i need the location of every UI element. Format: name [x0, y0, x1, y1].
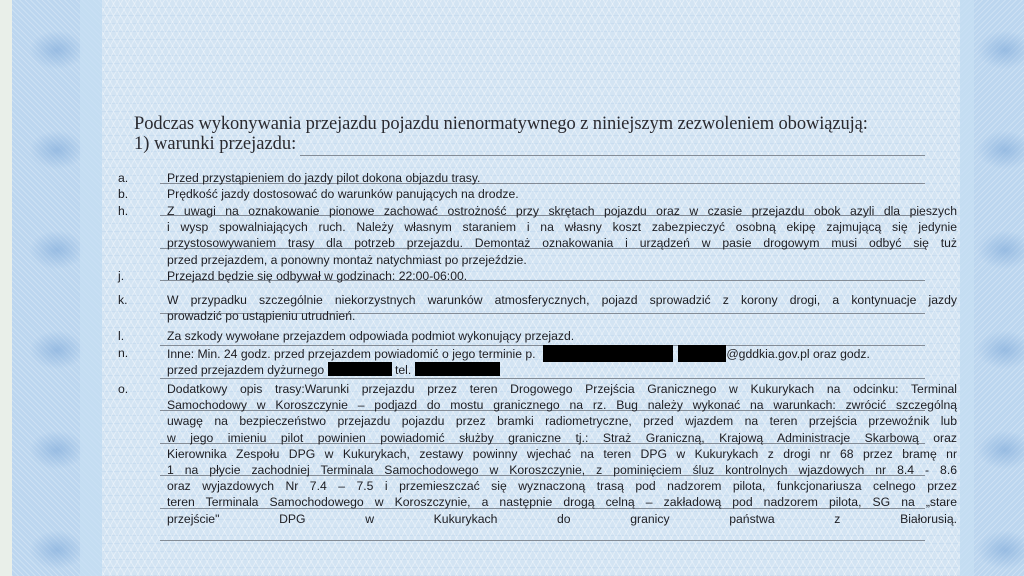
rule-line [300, 155, 925, 156]
section-heading: 1) warunki przejazdu: [134, 134, 297, 154]
text-line: uwagę na bezpieczeństwo przejazdu pojazdu przez bramki radiometryczne, przed wjazdem na teren przejścia przewoźnik lub [167, 414, 957, 429]
document-heading: Podczas wykonywania przejazdu pojazdu nienormatywnego z niniejszym zezwoleniem obowiązują: [134, 114, 868, 134]
rule-line [160, 540, 925, 541]
item-text [167, 345, 957, 378]
item-text [167, 328, 957, 344]
item-label: b. [118, 187, 129, 201]
text-line: Samochodowy w Koroszczynie – podjazd do mostu granicznego na rz. Bug należy wykonać na warunkach: zwrócić szczególną [167, 398, 957, 413]
text-line: Przed przystąpieniem do jazdy pilot dokona objazdu trasy. [167, 171, 481, 185]
text-line: W przypadku szczególnie niekorzystnych warunków atmosferycznych, pojazd sprowadzić z korony drogi, a kontynuacje jazdy [167, 293, 957, 307]
item-label: k. [118, 293, 128, 307]
item-text [167, 170, 957, 186]
item-text [167, 268, 957, 284]
text-line: oraz wyjazdowych Nr 7.4 – 7.5 i przemieszczać się wyznaczoną trasą pod nadzorem pilota, funkcjonariusza celnego przez [167, 479, 957, 494]
item-label: h. [118, 204, 129, 218]
text-line: i wysp spowalniających ruch. Należy własnym staraniem i na własny koszt zabezpieczyć osobną ekipę zajmującą się jedynie [167, 220, 957, 235]
text-line [167, 362, 957, 378]
text-line: przejście" DPG w Kukurykach do granicy państwa z Białorusią. [167, 511, 957, 526]
text-line: w jego imieniu pilot powinien powiadomić służby graniczne tj.: Straż Graniczną, Krajową Administracje Skarbową oraz [167, 430, 957, 445]
text-line: przystosowywaniem trasy dla potrzeb przejazdu. Demontaż oznakowania i urządzeń w pasie drogowym musi odbyć się tuż [167, 236, 957, 251]
border-strip-left [80, 0, 102, 576]
redacted-duty-officer [328, 362, 392, 376]
item-label: o. [118, 382, 129, 396]
text-line: Za szkody wywołane przejazdem odpowiada podmiot wykonujący przejazd. [167, 329, 575, 343]
redacted-name [543, 345, 673, 362]
scan-edge [0, 0, 12, 576]
phone-label: tel. [394, 363, 412, 378]
item-text [167, 186, 957, 202]
text-line: Kierownika Zespołu DPG w Kukurykach, zestawy powinny wjechać na teren DPG w Kukurykach z drogi nr 68 przez bramę nr [167, 446, 957, 461]
item-label: j. [118, 269, 125, 283]
item-text [167, 203, 957, 268]
text-line [167, 345, 957, 362]
text-line: 1 na płycie zachodniej Terminala Samochodowego w Koroszczynie, z pominięciem śluz kontrolnych wjazdowych nr 8.4 - 8.6 [167, 463, 957, 478]
text-line: prowadzić po ustąpieniu utrudnień. [167, 309, 356, 324]
redacted-phone [415, 362, 500, 376]
text-line: Z uwagi na oznakowanie pionowe zachować ostrożność przy skrętach pojazdu oraz w czasie przejazdu obok azyli dla pieszych [167, 204, 957, 218]
text-line: Dodatkowy opis trasy:Warunki przejazdu przez teren Drogowego Przejścia Granicznego w Kukurykach na odcinku: Terminal [167, 382, 957, 396]
text-line: teren Terminala Samochodowego w Koroszczynie, a następnie drogą celną – zakładową pod nadzorem pilota, SG na „stare [167, 495, 957, 510]
text-line: Prędkość jazdy dostosować do warunków panujących na drodze. [167, 187, 519, 201]
email-domain-text: @gddkia.gov.pl oraz godz. [726, 347, 870, 361]
redacted-email-user [678, 345, 726, 362]
text-line: przed przejazdem, a ponowny montaż natychmiast po przejeździe. [167, 252, 527, 267]
item-label: l. [118, 329, 125, 343]
item-text [167, 381, 957, 527]
text-line: Przejazd będzie się odbywał w godzinach: 22:00-06:00. [167, 269, 468, 283]
item-label: a. [118, 171, 129, 185]
duty-officer-text: przed przejazdem dyżurnego [167, 363, 325, 378]
item-label: n. [118, 346, 129, 360]
border-strip-right [960, 0, 974, 576]
item-text [167, 292, 957, 324]
notify-text: Inne: Min. 24 godz. przed przejazdem powiadomić o jego terminie p. [167, 347, 536, 361]
